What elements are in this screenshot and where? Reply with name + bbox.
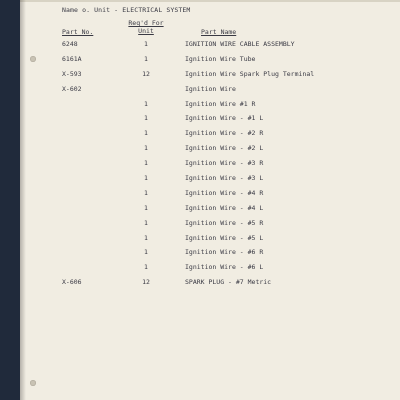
document-title: Name o. Unit - ELECTRICAL SYSTEM [62,6,191,14]
table-row [20,129,400,144]
part-name: Ignition Wire [185,84,236,93]
quantity: 1 [144,144,148,153]
header-reqd-line2: Unit [138,27,154,35]
parts-table [20,40,400,293]
quantity: 1 [144,263,148,272]
part-name: IGNITION WIRE CABLE ASSEMBLY [185,40,295,48]
table-row [20,40,400,55]
table-row [20,144,400,159]
header-part-name: Part Name [201,28,237,36]
part-number: X-602 [62,84,82,93]
binder-hole [30,380,36,386]
quantity: 1 [144,218,148,227]
part-number: X-606 [62,278,82,287]
header-reqd-line1: Req'd For [128,19,164,27]
table-row [20,234,400,249]
part-name: SPARK PLUG - #7 Metric [185,278,272,287]
part-name: Ignition Wire - #6 L [185,263,264,272]
quantity: 1 [144,188,148,197]
part-name: Ignition Wire - #3 R [185,159,264,168]
table-row [20,100,400,115]
quantity: 12 [142,69,150,78]
table-row [20,278,400,293]
document-page [20,0,400,400]
part-name: Ignition Wire - #4 L [185,203,264,212]
quantity: 1 [144,233,148,242]
table-row [20,219,400,234]
part-number: 6161A [62,54,82,63]
table-row [20,174,400,189]
table-row [20,55,400,70]
part-name: Ignition Wire - #5 R [185,218,264,227]
quantity: 1 [144,174,148,183]
quantity: 1 [144,40,148,48]
page-top-edge [20,0,400,2]
quantity: 1 [144,159,148,168]
part-number: 6248 [62,40,78,48]
quantity: 1 [144,114,148,123]
binder-hole [30,56,36,62]
part-name: Ignition Wire Spark Plug Terminal [185,69,315,78]
quantity: 1 [144,54,148,63]
header-reqd-for-unit [126,19,166,35]
part-name: Ignition Wire - #5 L [185,233,264,242]
quantity: 1 [144,248,148,257]
table-row [20,248,400,263]
part-name: Ignition Wire - #2 R [185,129,264,138]
part-name: Ignition Wire - #4 R [185,188,264,197]
part-name: Ignition Wire - #2 L [185,144,264,153]
part-name: Ignition Wire - #1 L [185,114,264,123]
quantity: 1 [144,203,148,212]
quantity: 12 [142,278,150,287]
header-part-no: Part No. [62,28,94,36]
part-name: Ignition Wire #1 R [185,99,256,108]
part-name: Ignition Wire - #3 L [185,174,264,183]
page-edge-shadow [20,0,26,400]
part-name: Ignition Wire - #6 R [185,248,264,257]
table-row [20,159,400,174]
part-name: Ignition Wire Tube [185,54,256,63]
quantity: 1 [144,129,148,138]
table-row [20,114,400,129]
part-number: X-593 [62,69,82,78]
table-row [20,70,400,85]
table-row [20,85,400,100]
table-row [20,263,400,278]
quantity: 1 [144,99,148,108]
table-row [20,204,400,219]
table-row [20,189,400,204]
